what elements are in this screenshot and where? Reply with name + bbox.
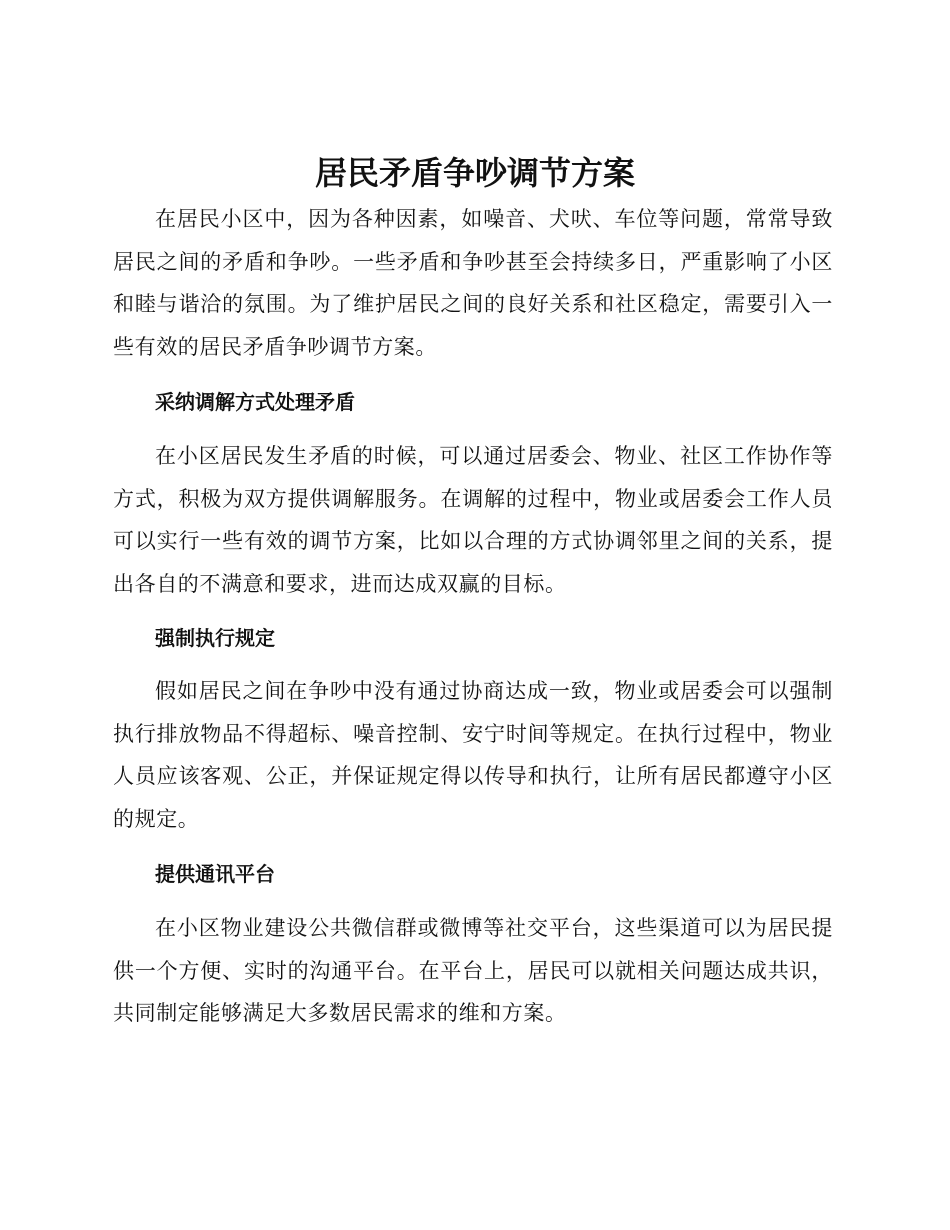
section-body-mediation: 在小区居民发生矛盾的时候，可以通过居委会、物业、社区工作协作等方式，积极为双方提供调解服务。在调解的过程中，物业或居委会工作人员可以实行一些有效的调节方案，比如以合理的方式协调邻里之间的关系，提出各自的不满意和要求，进而达成双赢的目标。 <box>113 444 833 596</box>
document-title: 居民矛盾争吵调节方案 <box>314 154 635 192</box>
section-body-communication: 在小区物业建设公共微信群或微博等社交平台，这些渠道可以为居民提供一个方便、实时的沟通平台。在平台上，居民可以就相关问题达成共识，共同制定能够满足大多数居民需求的维和方案。 <box>113 916 833 1025</box>
section-heading-enforcement: 强制执行规定 <box>155 626 275 650</box>
intro-paragraph: 在居民小区中，因为各种因素，如噪音、犬吠、车位等问题，常常导致居民之间的矛盾和争吵。一些矛盾和争吵甚至会持续多日，严重影响了小区和睦与谐洽的氛围。为了维护居民之间的良好关系和社区稳定，需要引入一些有效的居民矛盾争吵调节方案。 <box>113 207 833 359</box>
section-heading-communication: 提供通讯平台 <box>155 862 275 886</box>
section-heading-mediation: 采纳调解方式处理矛盾 <box>155 390 355 414</box>
section-body-enforcement: 假如居民之间在争吵中没有通过协商达成一致，物业或居委会可以强制执行排放物品不得超标、噪音控制、安宁时间等规定。在执行过程中，物业人员应该客观、公正，并保证规定得以传导和执行，让所有居民都遵守小区的规定。 <box>113 679 833 831</box>
